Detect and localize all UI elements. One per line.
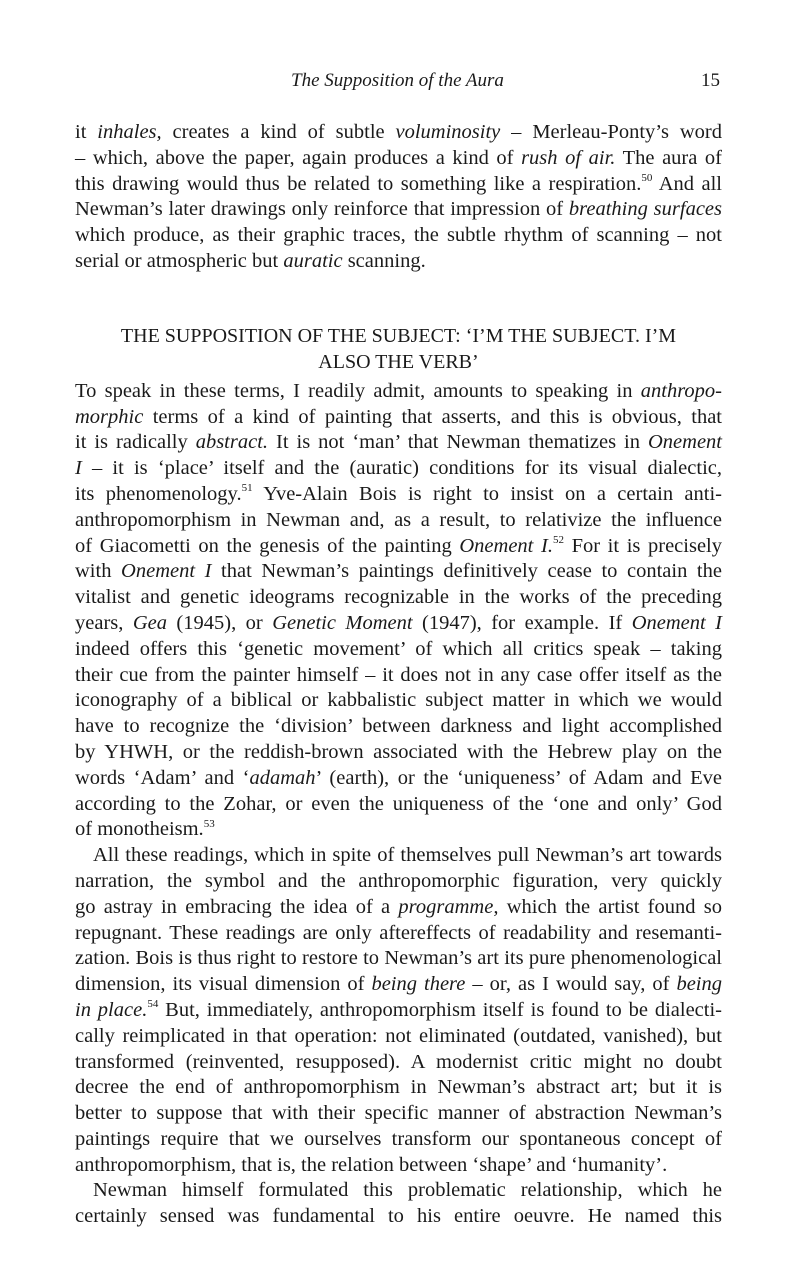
text-line: have to recognize the ‘division’ between darkness and light accomplished xyxy=(75,715,722,738)
text-line: by YHWH, or the reddish-brown associated with the Hebrew play on the xyxy=(75,740,722,763)
paragraph-2 xyxy=(75,379,722,843)
text-line: Newman himself formulated this problematic relationship, which he xyxy=(93,1179,722,1202)
text-line: narration, the symbol and the anthropomorphic figuration, very quickly xyxy=(75,869,722,892)
text-line: paintings require that we ourselves transform our spontaneous concept of xyxy=(75,1127,722,1150)
text-line: in place.$^{54}$ But, immediately, anthropomorphism itself is found to be dialecti- xyxy=(75,998,722,1021)
text-line: vitalist and genetic ideograms recognizable in the works of the preceding xyxy=(75,586,722,609)
section-heading-line-2: ALSO THE VERB’ xyxy=(318,350,479,373)
footnote-ref: 50 xyxy=(641,171,653,184)
section-heading xyxy=(75,323,722,375)
footnote-ref: 52 xyxy=(552,533,564,546)
footnote-ref: 53 xyxy=(203,817,215,830)
text-line: years, Gea (1945), or Genetic Moment (1947), for example. If Onement I xyxy=(75,611,722,634)
text-line: go astray in embracing the idea of a programme, which the artist found so xyxy=(75,895,722,918)
section-heading-line-1: THE SUPPOSITION OF THE SUBJECT: ‘I’M THE SUBJECT. I’M xyxy=(120,324,677,347)
text-line: I – it is ‘place’ itself and the (auratic) conditions for its visual dialectic, xyxy=(75,457,722,480)
text-line: anthropomorphism in Newman and, as a result, to relativize the influence xyxy=(75,508,722,531)
text-line: of Giacometti on the genesis of the painting Onement I.$^{52}$ For it is precisely xyxy=(75,533,722,557)
text-line: it is radically abstract. It is not ‘man’ that Newman thematizes in Onement xyxy=(75,431,722,454)
page-header xyxy=(75,70,720,96)
text-line: zation. Bois is thus right to restore to Newman’s art its pure phenomenological xyxy=(75,947,722,970)
text-line: their cue from the painter himself – it does not in any case offer itself as the xyxy=(75,663,722,686)
paragraph-3 xyxy=(75,843,722,1178)
text-line: indeed offers this ‘genetic movement’ of which all critics speak – taking xyxy=(75,637,722,660)
body-text xyxy=(75,120,722,1230)
footnote-ref: 54 xyxy=(147,998,159,1011)
text-line: cally reimplicated in that operation: not eliminated (outdated, vanished), but xyxy=(75,1024,722,1047)
text-line: morphic terms of a kind of painting that asserts, and this is obvious, that xyxy=(75,405,722,428)
text-line: certainly sensed was fundamental to his entire oeuvre. He named this xyxy=(75,1205,722,1228)
text-line: which produce, as their graphic traces, the subtle rhythm of scanning – not xyxy=(75,224,722,247)
text-line: words ‘Adam’ and ‘adamah’ (earth), or the ‘uniqueness’ of Adam and Eve xyxy=(75,766,723,789)
text-line: repugnant. These readings are only aftereffects of readability and resemanti- xyxy=(75,921,722,944)
paragraph-1 xyxy=(75,120,722,275)
text-line: it inhales, creates a kind of subtle voluminosity – Merleau-Ponty’s word xyxy=(75,121,722,143)
paragraph-4 xyxy=(75,1178,722,1230)
text-line: its phenomenology.$^{51}$ Yve-Alain Bois is right to insist on a certain anti- xyxy=(75,482,722,505)
text-line: iconography of a biblical or kabbalistic subject matter in which we would xyxy=(75,689,722,712)
text-line: better to suppose that with their specific manner of abstraction Newman’s xyxy=(75,1102,722,1125)
text-line: anthropomorphism, that is, the relation between ‘shape’ and ‘humanity’. xyxy=(75,1153,668,1176)
text-line: decree the end of anthropomorphism in Newman’s abstract art; but it is xyxy=(75,1076,722,1099)
text-line: To speak in these terms, I readily admit, amounts to speaking in anthropo- xyxy=(75,379,722,402)
text-line: of monotheism.$^{53}$ xyxy=(75,817,215,841)
page-number: 15 xyxy=(701,70,720,91)
text-line: – which, above the paper, again produces a kind of rush of air. The aura of xyxy=(75,146,723,169)
text-line: with Onement I that Newman’s paintings definitively cease to contain the xyxy=(75,560,722,583)
text-line: this drawing would thus be related to something like a respiration.$^{50}$ And all xyxy=(75,171,722,195)
text-line: Newman’s later drawings only reinforce that impression of breathing surfaces xyxy=(75,198,722,221)
text-line: according to the Zohar, or even the uniqueness of the ‘one and only’ God xyxy=(75,792,722,815)
text-line: All these readings, which in spite of themselves pull Newman’s art towards xyxy=(93,844,722,867)
footnote-ref: 51 xyxy=(241,482,253,495)
text-line: serial or atmospheric but auratic scanning. xyxy=(75,249,426,272)
running-title: The Supposition of the Aura xyxy=(291,70,504,91)
text-line: transformed (reinvented, resupposed). A modernist critic might no doubt xyxy=(75,1050,722,1073)
text-line: dimension, its visual dimension of being there – or, as I would say, of being xyxy=(75,973,722,996)
